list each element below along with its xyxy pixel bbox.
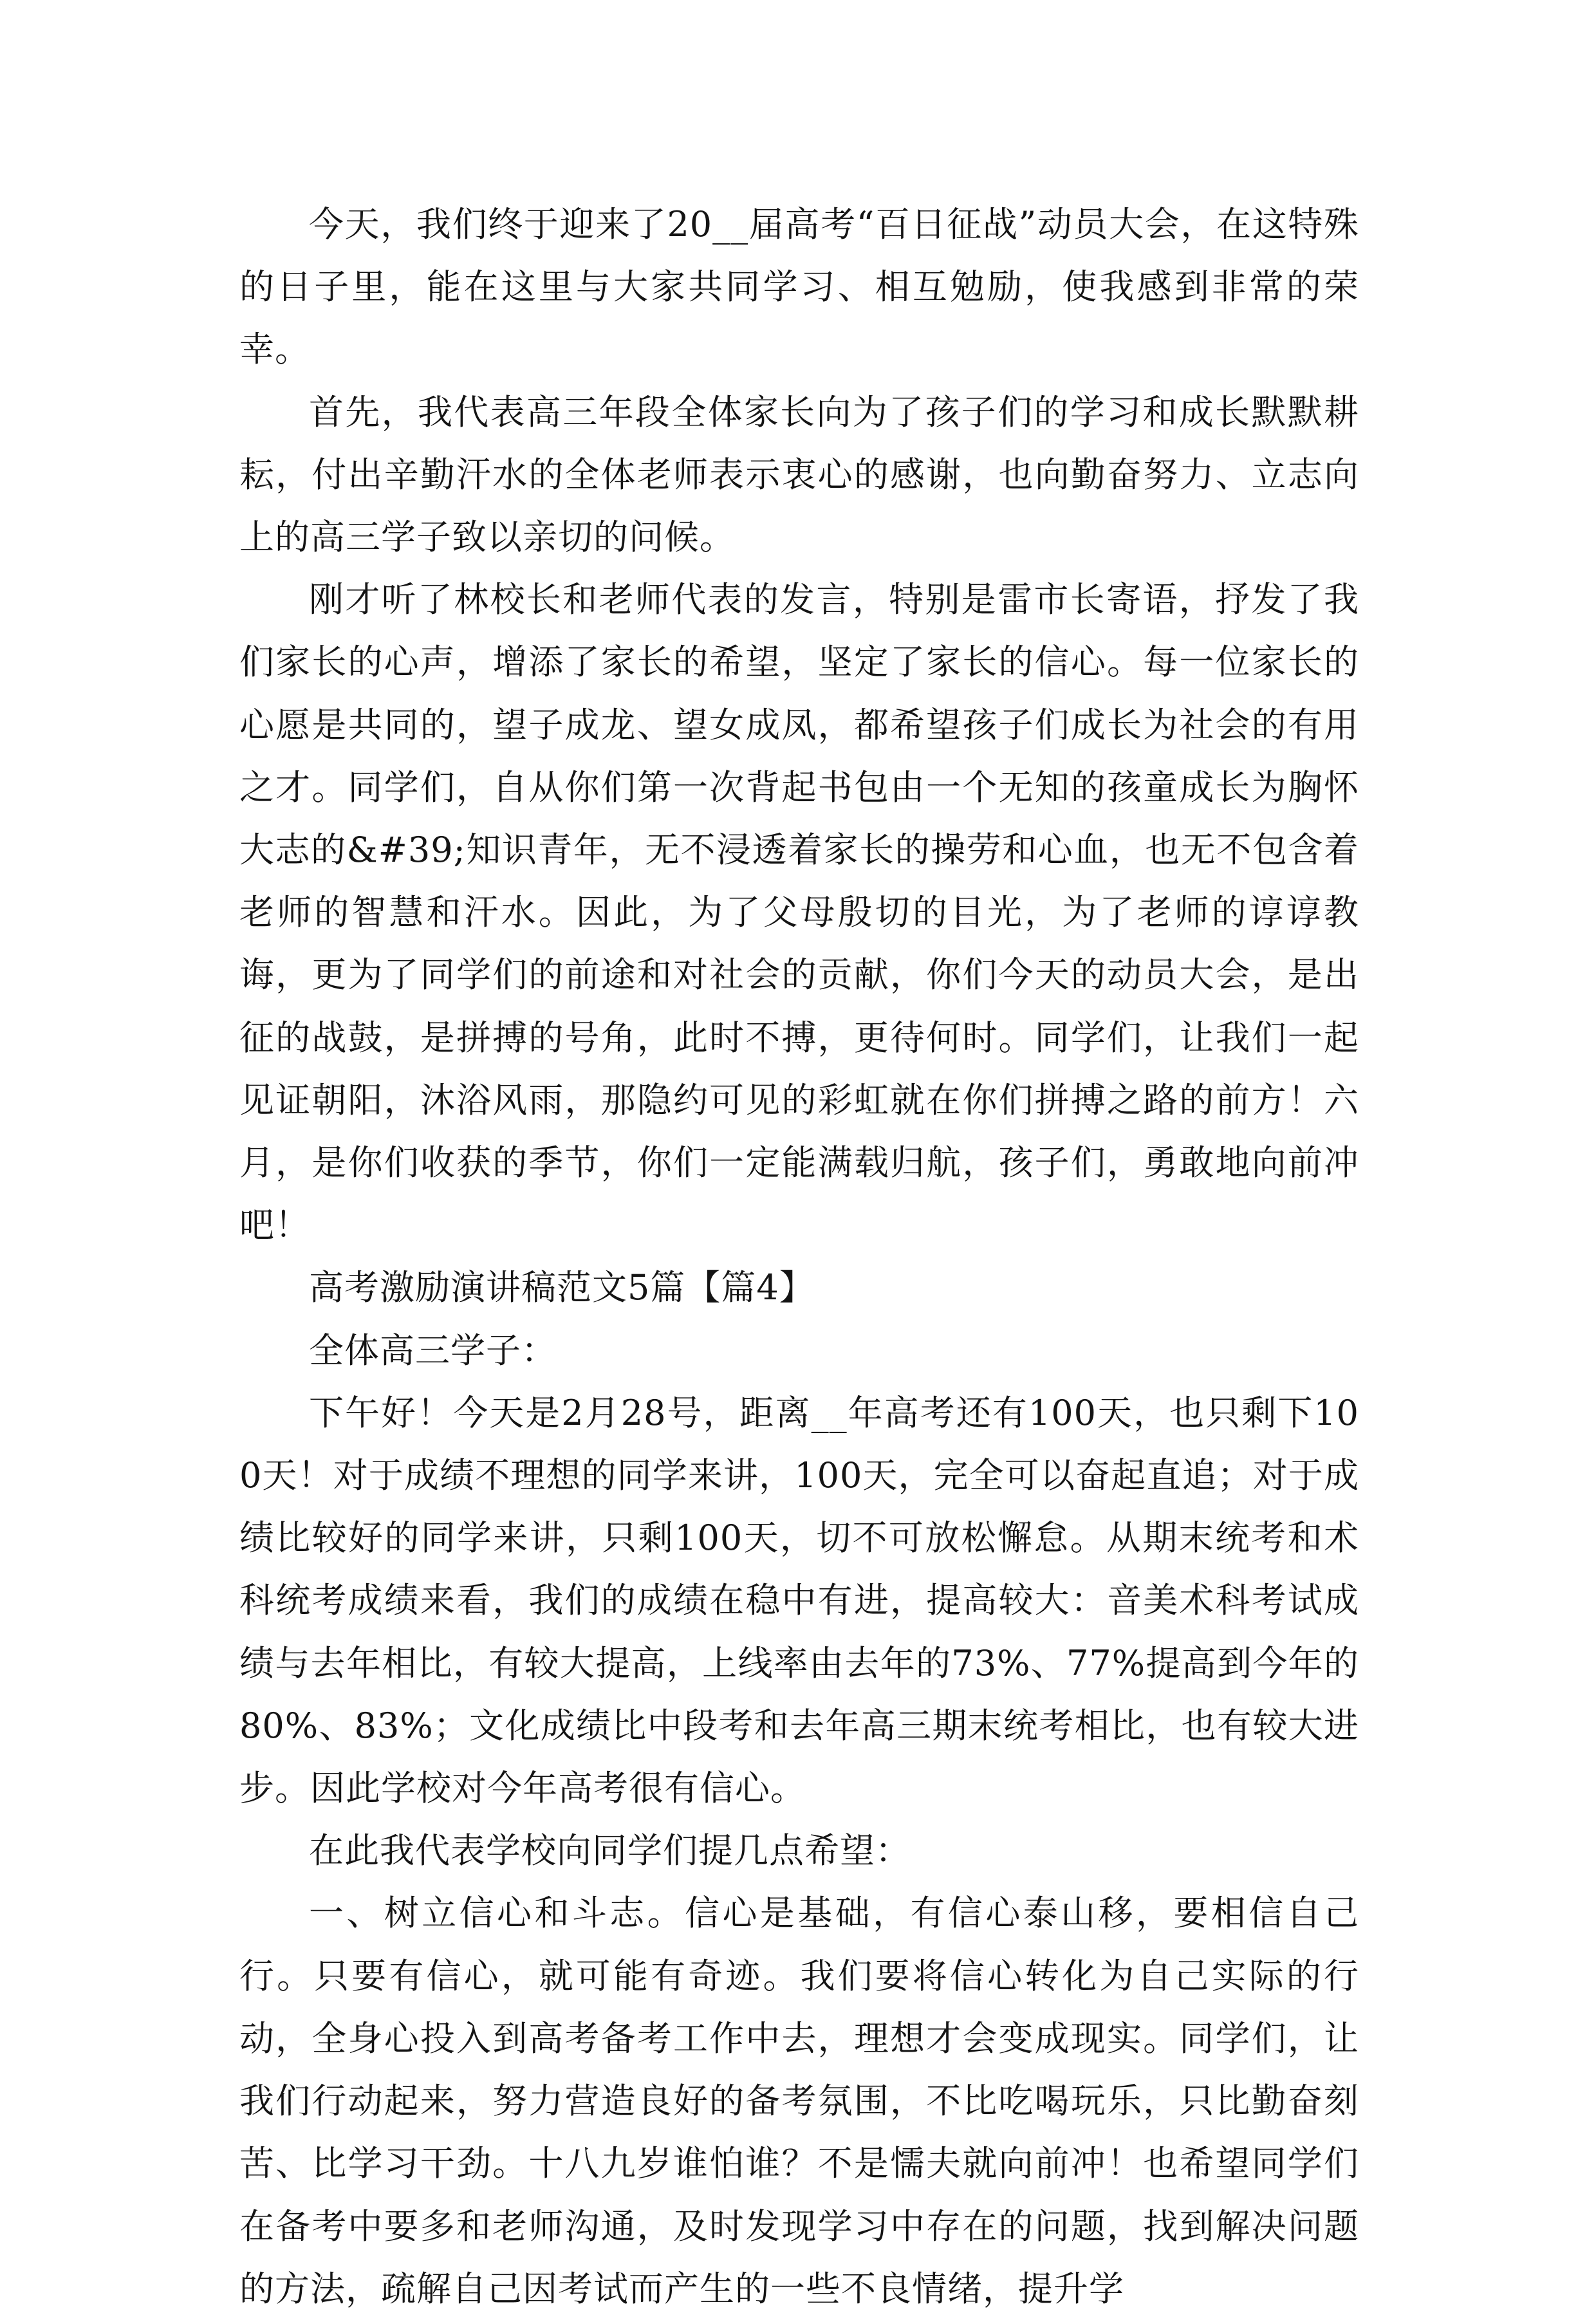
paragraph-opening: 今天，我们终于迎来了20__届高考“百日征战”动员大会，在这特殊的日子里，能在这里与大家共同学习、相互勉励，使我感到非常的荣幸。 xyxy=(239,204,1359,370)
section-heading: 高考激励演讲稿范文5篇【篇4】 xyxy=(309,1267,815,1308)
paragraph-countdown: 下午好！今天是2月28号，距离__年高考还有100天，也只剩下100天！对于成绩不理想的同学来讲，100天，完全可以奋起直追；对于成绩比较好的同学来讲，只剩100天，切不可放松懈怠。从期末统考和术科统考成绩来看，我们的成绩在稳中有进，提高较大：音美术科考试成绩与去年相比，有较大提高，上线率由去年的73%、77%提高到今年的80%、83%；文化成绩比中段考和去年高三期末统考相比，也有较大进步。因此学校对今年高考很有信心。 xyxy=(239,1392,1359,1809)
salutation: 全体高三学子： xyxy=(309,1330,557,1371)
document-body xyxy=(239,193,1359,2320)
paragraph-hope-1: 一、树立信心和斗志。信心是基础，有信心泰山移，要相信自己行。只要有信心，就可能有奇迹。我们要将信心转化为自己实际的行动，全身心投入到高考备考工作中去，理想才会变成现实。同学们，让我们行动起来，努力营造良好的备考氛围，不比吃喝玩乐，只比勤奋刻苦、比学习干劲。十八九岁谁怕谁？不是懦夫就向前冲！也希望同学们在备考中要多和老师沟通，及时发现学习中存在的问题，找到解决问题的方法，疏解自己因考试而产生的一些不良情绪，提升学 xyxy=(239,1893,1359,2309)
paragraph-thanks: 首先，我代表高三年段全体家长向为了孩子们的学习和成长默默耕耘，付出辛勤汗水的全体老师表示衷心的感谢，也向勤奋努力、立志向上的高三学子致以亲切的问候。 xyxy=(239,391,1359,558)
paragraph-parents-speech: 刚才听了林校长和老师代表的发言，特别是雷市长寄语，抒发了我们家长的心声，增添了家长的希望，坚定了家长的信心。每一位家长的心愿是共同的，望子成龙、望女成凤，都希望孩子们成长为社会的有用之才。同学们，自从你们第一次背起书包由一个无知的孩童成长为胸怀大志的&#39;知识青年，无不浸透着家长的操劳和心血，也无不包含着老师的智慧和汗水。因此，为了父母殷切的目光，为了老师的谆谆教诲，更为了同学们的前途和对社会的贡献，你们今天的动员大会，是出征的战鼓，是拼搏的号角，此时不搏，更待何时。同学们，让我们一起见证朝阳，沐浴风雨，那隐约可见的彩虹就在你们拼搏之路的前方！六月，是你们收获的季节，你们一定能满载归航，孩子们，勇敢地向前冲吧！ xyxy=(239,579,1359,1246)
paragraph-hopes-intro: 在此我代表学校向同学们提几点希望： xyxy=(309,1830,911,1871)
